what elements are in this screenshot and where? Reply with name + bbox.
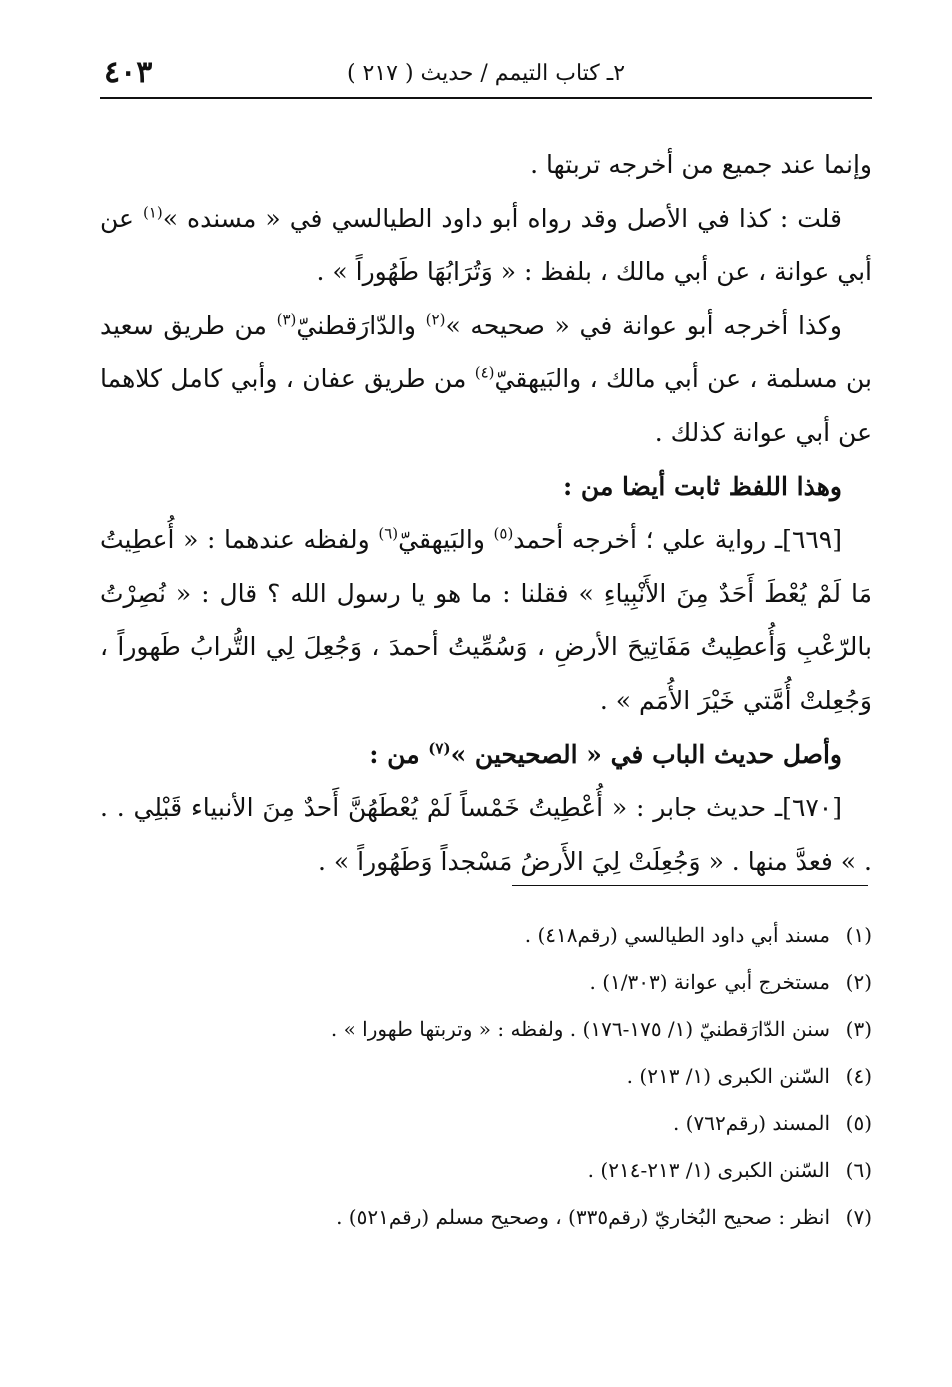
page-header	[100, 55, 872, 99]
footnote-number: (٣)	[845, 1017, 872, 1041]
section-heading-1: وهذا اللفظ ثابت أيضا من :	[563, 471, 842, 501]
footnote-number: (٧)	[845, 1205, 872, 1229]
footnote-text: المسند (رقم٧٦٢) .	[672, 1111, 830, 1135]
hadith-670: [٦٧٠]ـ حديث جابر : « أُعْطِيتُ خَمْساً لَمْ يُعْطَهُنَّ أَحدٌ مِنَ الأنبياء قَبْلِي . . . » فعدَّ منها . « وَجُعِلَتْ لِيَ الأَرضُ مَسْجداً وَطَهُوراً » .	[100, 793, 872, 876]
footnote-item	[100, 1100, 872, 1147]
footnote-divider	[512, 885, 868, 886]
footnote-ref-6: (٦)	[378, 524, 399, 543]
footnote-number: (٤)	[845, 1064, 872, 1088]
footnote-item	[100, 1147, 872, 1194]
footnote-ref-5: (٥)	[493, 524, 514, 543]
footnote-item	[100, 1006, 872, 1053]
footnote-text: مستخرج أبي عوانة (١/٣٠٣) .	[589, 970, 830, 994]
footnote-number: (٥)	[845, 1111, 872, 1135]
footnotes	[100, 912, 872, 1241]
paragraph-3: وكذا أخرجه أبو عوانة في « صحيحه »$^{(٢)}$ والدّارَقطنيّ$^{(٣)}$ من طريق سعيد بن مسلمة ، عن أبي مالك ، والبَيهقيّ$^{(٤)}$ من طريق عفان ، وأبي كامل كلاهما عن أبي عوانة كذلك .	[100, 310, 872, 447]
footnote-number: (٦)	[845, 1158, 872, 1182]
page-number: ٤٠٣	[104, 55, 153, 90]
hadith-669: [٦٦٩]ـ رواية علي ؛ أخرجه أحمد$^{(٥)}$ والبَيهقيّ$^{(٦)}$ ولفظه عندهما : « أُعطِيتُ مَا لَمْ يُعْطَ أَحَدٌ مِنَ الأَنْبِياءِ » فقلنا : ما هو يا رسول الله ؟ قال : « نُصِرْتُ بالرّعْبِ وَأُعطِيتُ مَفَاتِيحَ الأرضِ ، وَسُمِّيتُ أحمدَ ، وَجُعِلَ لِي التُّرابُ طَهوراً ، وَجُعِلتْ أُمَّتي خَيْرَ الأُمَم » .	[100, 524, 872, 715]
footnote-ref-2: (٢)	[425, 310, 446, 329]
main-text	[100, 138, 872, 888]
footnote-ref-7: (٧)	[428, 739, 451, 758]
footnote-item	[100, 912, 872, 959]
section-heading-2: وأصل حديث الباب في « الصحيحين »$^{(٧)}$ من :	[369, 739, 842, 769]
footnote-ref-4: (٤)	[474, 364, 495, 383]
footnote-item	[100, 1194, 872, 1241]
footnote-text: السّنن الكبرى (١/ ٢١٣) .	[626, 1064, 830, 1088]
footnote-item	[100, 1053, 872, 1100]
footnote-text: سنن الدّارَقطنيّ (١/ ١٧٥-١٧٦) . ولفظه : « وتربتها طهورا » .	[330, 1017, 830, 1041]
paragraph-1: وإنما عند جميع من أخرجه تربتها .	[530, 150, 872, 179]
paragraph-2: قلت : كذا في الأصل وقد رواه أبو داود الطيالسي في « مسنده »$^{(١)}$ عن أبي عوانة ، عن أبي مالك ، بلفظ : « وَتُرَابُهَا طَهُوراً » .	[100, 203, 872, 287]
footnote-text: السّنن الكبرى (١/ ٢١٣-٢١٤) .	[587, 1158, 830, 1182]
footnote-text: مسند أبي داود الطيالسي (رقم٤١٨) .	[524, 923, 830, 947]
footnote-number: (١)	[845, 923, 872, 947]
footnote-ref-1: (١)	[142, 203, 163, 222]
footnote-number: (٢)	[845, 970, 872, 994]
running-title: ٢ـ كتاب التيمم / حديث ( ٢١٧ )	[346, 61, 626, 86]
footnote-item	[100, 959, 872, 1006]
footnote-text: انظر : صحيح البُخاريّ (رقم٣٣٥) ، وصحيح مسلم (رقم٥٢١) .	[336, 1205, 830, 1229]
footnote-ref-3: (٣)	[276, 310, 297, 329]
